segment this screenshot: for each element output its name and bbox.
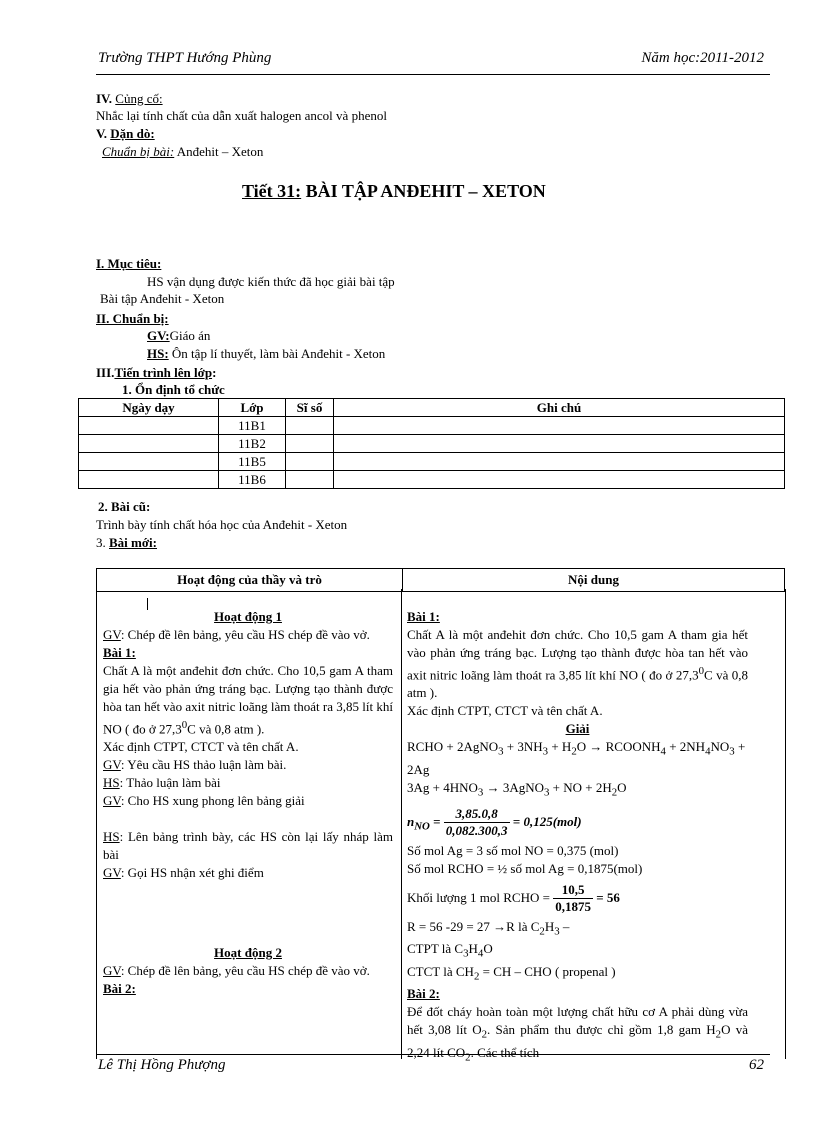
process-heading-text: Tiến trình lên lớp [114,365,213,380]
hs2-line [103,828,393,864]
n-label: n [407,813,415,829]
left-bai1-sup: 0 [181,719,188,731]
newlesson-title: Bài mới: [109,535,158,550]
gv4-text: : Gọi HS nhận xét ghi điểm [120,865,264,881]
arrow-icon: → [589,739,603,755]
prepare-heading [96,310,169,327]
gv-label: GV [103,793,121,809]
gv-label: GV [103,627,121,642]
objectives-line1: HS vận dụng được kiến thức đã học giải bài tập [147,274,395,289]
kl-denominator: 0,1875 [555,899,591,915]
eq1-sub: 3 [542,745,549,758]
solution-heading: Giải [565,721,590,737]
title-prefix: Tiết 31: [242,181,302,201]
oldlesson-heading: 2. Bài cũ: [98,499,151,514]
header-school: Trường THPT Hướng Phùng [98,50,272,66]
bai2-sub: 2 [715,1028,722,1041]
col-content: Nội dung [403,569,785,592]
eq2-sub: 3 [543,786,550,799]
section-v-heading [96,125,155,142]
right-column-text [407,608,748,1064]
col-si-so: Sĩ số [286,399,334,417]
header-year: Năm học:2011-2012 [641,50,764,66]
right-bai1-text-a: Chất A là một anđehit đơn chức. Cho 10,5 gam A tham gia hết vào phản ứng tráng bạc. Lượng tạo thành được hòa tan hết vào axit nitric loãng làm thoát ra 3,85 lít khí NO ( đo ở 27,3 [407,627,748,683]
ctct-part: = CH – CHO ( propenal ) [479,963,616,979]
right-bai2-label: Bài 2: [407,986,440,1002]
right-bai1-text [407,626,748,702]
eq1-sub: 4 [660,745,666,758]
prepare-hs-line [147,345,385,362]
objectives-line2: Bài tập Anđehit - Xeton [100,291,225,306]
section-v-label: V. [96,126,107,141]
page-title [242,180,546,202]
hs1-line [103,774,393,792]
prepare-hs-label: HS: [147,346,169,361]
eq2-sub: 3 [477,786,484,799]
newlesson-prefix: 3. [96,535,109,550]
footer-author: Lê Thị Hồng Phượng [98,1057,226,1073]
arrow-icon: → [483,779,503,795]
right-bai2-text [407,1003,748,1066]
table-row [79,435,785,453]
hs-label: HS [103,829,120,845]
left-bai1-text [103,662,393,738]
left-bai1-text-b: C và 0,8 atm ). [187,721,265,737]
gv2-text: : Yêu cầu HS thảo luận làm bài. [120,757,287,773]
newlesson-heading [96,534,157,551]
class-cell: 11B2 [219,435,286,453]
gv5-line [103,962,393,980]
objectives-heading: I. Mục tiêu: [96,256,162,271]
ctct-line [407,963,748,986]
table-row [79,417,785,435]
eq2-part: + NO + 2H [549,779,612,795]
left-bai1-text-a: Chất A là một anđehit đơn chức. Cho 10,5 gam A tham gia hết vào phản ứng tráng bạc. Lượng tạo thành được hòa tan hết vào axit nitric loãng làm thoát ra 3,85 lít khí NO ( đo ở 27,3 [103,663,393,737]
eq1-part: + 2Ag [407,739,746,777]
left-bai1-question: Xác định CTPT, CTCT và tên chất A. [103,739,299,755]
bai2-part: Để đốt cháy hoàn toàn một lượng chất hữu cơ A phải dùng vừa hết 3,08 lít O [407,1004,748,1038]
activity-2-title: Hoạt động 2 [214,945,282,961]
hs2-text: : Lên bảng trình bày, các HS còn lại lấy nháp làm bài [103,829,393,863]
gv1-line [103,626,393,644]
attendance-table [78,398,785,489]
r-sub: 3 [554,925,560,938]
gv-label: GV [103,963,121,979]
table-row [79,471,785,489]
bai2-sub: 2 [481,1028,488,1041]
gv3-line [103,792,393,810]
eq1-sub: 2 [571,745,577,758]
prepare-gv-text: Giáo án [169,328,211,343]
col-ngay-day: Ngày dạy [79,399,219,417]
left-bai1-label: Bài 1: [103,645,136,660]
r-sub: 2 [539,925,545,938]
eq1-part: RCHO + 2AgNO [407,739,499,755]
class-cell: 11B6 [219,471,286,489]
section-iv-title: Củng cố: [115,91,163,106]
section-iv-label: IV. [96,91,113,106]
ctct-sub: 2 [473,970,480,983]
bai2-part: . Các thể tích [470,1044,540,1060]
right-bai1-sup: 0 [698,665,704,677]
gv5-text: : Chép đề lên bảng, yêu cầu HS chép đề vào vở. [120,963,370,979]
r-line [407,918,748,941]
process-heading-prefix: III. [96,365,115,380]
spacer [103,810,393,828]
n-fraction [444,806,510,839]
eq2-part: 3AgNO [502,779,544,795]
bai2-part: O và 2,24 lít CO [407,1022,748,1060]
eq1-part: RCOONH [602,739,661,755]
section-iv-heading [96,90,163,107]
eq2-part: 3Ag + 4HNO [407,779,478,795]
kl-fraction [553,882,593,915]
eq1-part: + 3NH [503,739,543,755]
left-bai2-label: Bài 2: [103,981,136,997]
page-number: 62 [749,1057,764,1073]
r-part: R là C [506,918,540,934]
prepare-hs-text: Ôn tập lí thuyết, làm bài Anđehit - Xeton [168,346,386,361]
header-rule [96,74,770,75]
eq1-sub: 3 [498,745,504,758]
n-sub: NO [414,820,430,833]
eq1-part: NO [710,739,730,755]
eq1-sub: 3 [729,745,735,758]
kl-numerator: 10,5 [553,882,593,899]
bai2-sub: 2 [465,1051,471,1064]
process-step1: 1. Ổn định tổ chức [122,382,225,397]
equation-2 [407,779,748,802]
right-bai1-label: Bài 1: [407,609,440,624]
gv4-line [103,864,393,882]
section-iv-text: Nhắc lại tính chất của dẫn xuất halogen ancol và phenol [96,108,387,123]
gv2-line [103,756,393,774]
eq2-sub: 2 [611,786,618,799]
n-denominator: 0,082.300,3 [445,823,508,839]
mass-formula [407,878,748,918]
oldlesson-text: Trình bày tính chất hóa học của Anđehit - Xeton [96,517,348,532]
prep-label: Chuẩn bị bài: [102,144,175,159]
section-v-title: Dặn dò: [110,126,155,141]
eq1-sub: 4 [705,745,711,758]
col-lop: Lớp [219,399,286,417]
right-bai1-text-b: C và 0,8 atm ). [407,667,748,701]
kl-result: = 56 [596,889,620,905]
eq1-part: + H [548,739,572,755]
process-heading-colon: : [212,365,217,380]
prepare-gv-line [147,327,210,344]
left-column-text [103,608,393,1055]
class-cell: 11B5 [219,453,286,471]
hs1-text: : Thảo luận làm bài [119,775,221,791]
eq1-part: + 2NH [665,739,706,755]
right-bai1-question: Xác định CTPT, CTCT và tên chất A. [407,703,603,719]
eq1-part: O [576,739,590,755]
spacer [103,882,393,944]
attendance-header-row [79,399,785,417]
footer-rule [96,1054,770,1055]
gv-label: GV [103,865,121,881]
ctpt-part: O [483,941,493,957]
n-no-formula: $n_{NO}$ = $\frac{3,85.0,8}{0,082.300,3}$ = 0,125(mol) [407,806,582,839]
table-row [79,453,785,471]
process-heading [96,364,216,381]
n-numerator: 3,85.0,8 [444,806,510,823]
ctpt-part: H [468,941,478,957]
r-part: H [544,918,555,934]
arrow-icon: → [493,918,507,934]
ctpt-part: CTPT là C [407,941,464,957]
ctpt-sub: 3 [463,947,469,960]
title-text: BÀI TẬP ANĐEHIT – XETON [301,181,546,201]
gv1-text: : Chép đề lên bảng, yêu cầu HS chép đề vào vở. [120,627,370,642]
r-part: – [559,918,570,934]
prepare-gv-label: GV: [147,328,170,343]
col-activities: Hoạt động của thầy và trò [97,569,403,592]
r-part: R = 56 -29 = 27 [407,918,494,934]
prepare-heading-text: II. Chuẩn bị: [96,311,169,326]
prep-line [102,143,263,160]
col-ghi-chu: Ghi chú [334,399,785,417]
mol-ag-line: Số mol Ag = 3 số mol NO = 0,375 (mol) [407,842,619,858]
ctpt-sub: 4 [477,947,484,960]
n-result: = 0,125(mol) [512,813,582,829]
kl-label: Khối lượng 1 mol RCHO = [407,889,554,905]
gv-label: GV [103,757,121,773]
mol-rcho-line: Số mol RCHO = ½ số mol Ag = 0,1875(mol) [407,860,643,876]
equation-1 [407,738,748,779]
hs-label: HS [103,775,120,791]
activity-1-title: Hoạt động 1 [214,609,282,624]
prep-text: Anđehit – Xeton [174,144,264,159]
ctpt-line [407,940,748,963]
eq2-part: O [617,779,627,795]
ctct-part: CTCT là CH [407,963,474,979]
class-cell: 11B1 [219,417,286,435]
gv3-text: : Cho HS xung phong lên bảng giải [120,793,305,809]
bai2-part: . Sản phẩm thu được chỉ gồm 1,8 gam H [487,1022,716,1038]
